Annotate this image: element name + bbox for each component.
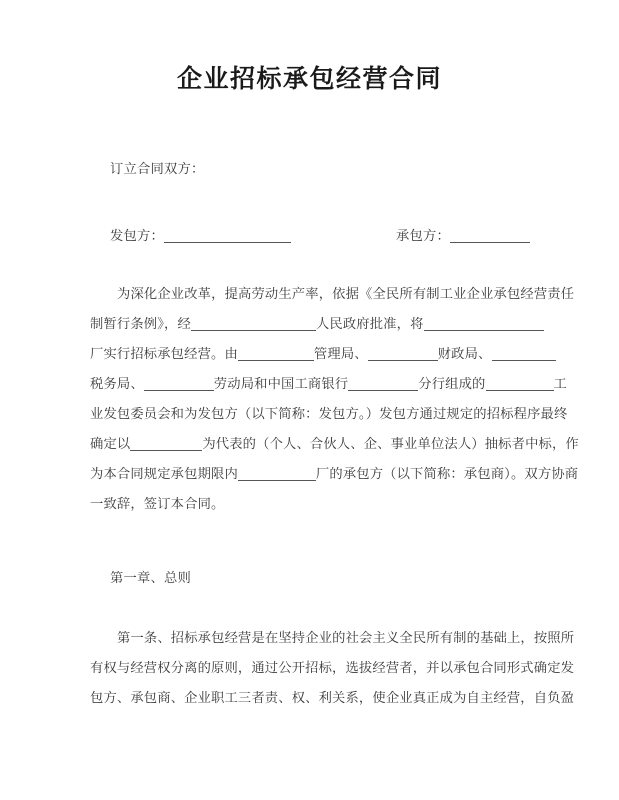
party-a-blank[interactable] xyxy=(164,228,291,243)
preamble-line-2-pre: 制暂行条例》，经 xyxy=(90,317,191,332)
preamble-line-4 xyxy=(90,374,567,396)
party-b-blank[interactable] xyxy=(450,228,530,243)
administration-bureau-blank[interactable] xyxy=(238,346,314,361)
committee-name-blank[interactable] xyxy=(486,376,554,391)
preamble-line-7-post: 厂的承包方（以下简称：承包商）。双方协商 xyxy=(315,467,579,482)
preamble-line-4-pre: 税务局、 xyxy=(90,377,144,392)
chapter-heading: 第一章、总则 xyxy=(110,571,191,586)
party-a-label: 发包方： xyxy=(110,229,164,244)
labor-bureau-blank[interactable] xyxy=(144,376,214,391)
preamble-line-2 xyxy=(90,314,544,336)
bank-branch-blank[interactable] xyxy=(348,376,418,391)
preamble-line-8: 一致辞，签订本合同。 xyxy=(90,497,225,512)
preamble-line-2-mid: 人民政府批准，将 xyxy=(315,317,424,332)
party-b-label: 承包方： xyxy=(396,229,450,244)
preamble-line-3-pre: 厂实行招标承包经营。由 xyxy=(90,347,238,362)
preamble-line-7-pre: 为本合同规定承包期限内 xyxy=(90,467,238,482)
preamble-line-3-mid-1: 管理局、 xyxy=(313,347,368,362)
preamble-line-3 xyxy=(90,344,556,366)
parties-section-label: 订立合同双方： xyxy=(110,162,205,177)
preamble-line-3-mid-2: 财政局、 xyxy=(437,347,492,362)
preamble-line-6-pre: 确定以 xyxy=(90,437,131,452)
preamble-line-4-post: 工 xyxy=(553,377,567,392)
party-b-row xyxy=(396,222,530,252)
factory-name-blank[interactable] xyxy=(424,316,544,331)
preamble-line-4-mid-2: 分行组成的 xyxy=(418,377,486,392)
preamble-line-6-post: 为代表的（个人、合伙人、企、事业单位法人）抽标者中标，作 xyxy=(202,437,579,452)
article-line-2: 有权与经营权分离的原则，通过公开招标，选拔经营者，并以承包合同形式确定发 xyxy=(90,661,575,676)
article-line-3: 包方、承包商、企业职工三者责、权、利关系，使企业真正成为自主经营，自负盈 xyxy=(90,691,575,706)
contract-factory-blank[interactable] xyxy=(238,466,316,481)
party-a-row xyxy=(110,222,291,252)
preamble-line-1: 为深化企业改革，提高劳动生产率，依据《全民所有制工业企业承包经营责任 xyxy=(117,287,575,302)
preamble-line-6 xyxy=(90,434,579,456)
preamble-line-5: 业发包委员会和为发包方（以下简称：发包方。）发包方通过规定的招标程序最终 xyxy=(90,407,568,422)
preamble-line-3-trailing-blank[interactable] xyxy=(492,346,556,361)
page-title: 企业招标承包经营合同 xyxy=(176,64,442,93)
government-blank[interactable] xyxy=(191,316,316,331)
representative-blank[interactable] xyxy=(130,436,202,451)
finance-bureau-blank[interactable] xyxy=(368,346,438,361)
preamble-line-7 xyxy=(90,464,578,486)
preamble-line-4-mid-1: 劳动局和中国工商银行 xyxy=(213,377,349,392)
article-line-1: 第一条、招标承包经营是在坚持企业的社会主义全民所有制的基础上，按照所 xyxy=(117,631,575,646)
